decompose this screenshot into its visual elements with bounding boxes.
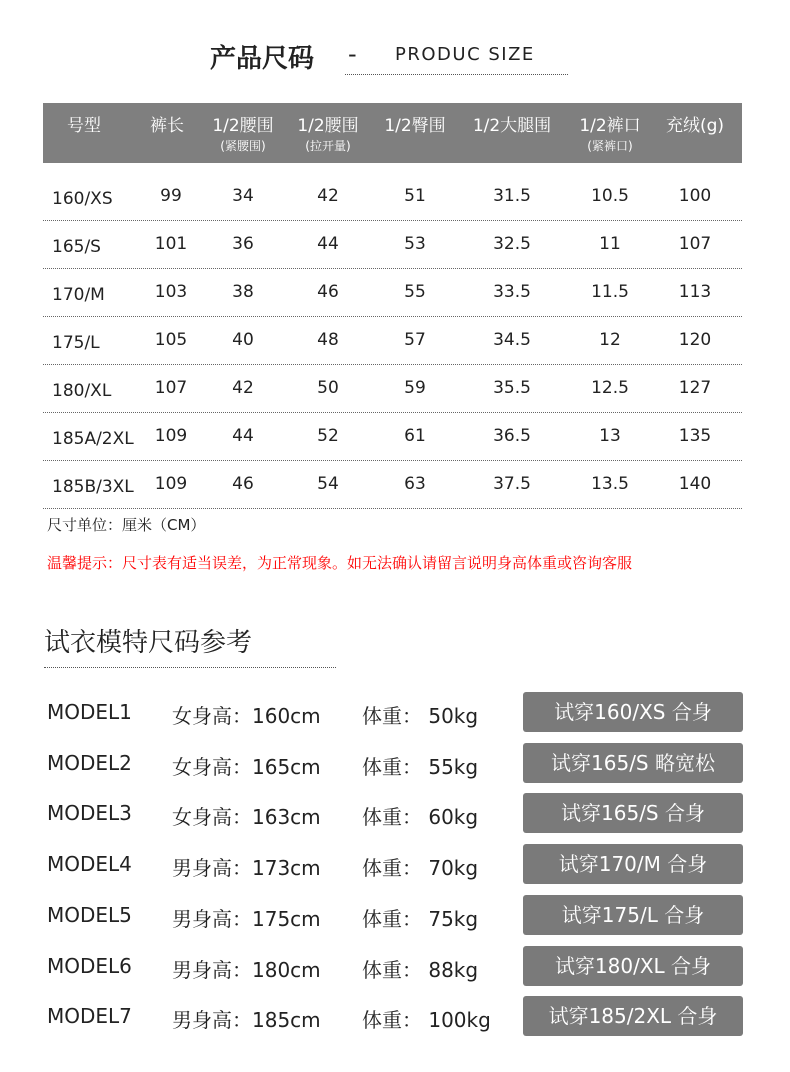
size-label: 170/M [52, 285, 105, 305]
unit-note: 尺寸单位：厘米（CM） [47, 516, 206, 534]
table-cell: 107 [154, 378, 188, 398]
table-cell: 32.5 [493, 234, 531, 254]
model-fit-badge: 试穿185/2XL 合身 [523, 996, 743, 1036]
model-name: MODEL1 [47, 700, 132, 724]
model-height: 女身高：163cm [172, 805, 321, 830]
table-cell: 36.5 [493, 426, 531, 446]
column-header-label: 1/2腰围 [212, 116, 274, 136]
table-cell: 55 [404, 282, 426, 302]
column-header-label: 充绒(g) [665, 116, 725, 136]
title-separator: - [348, 40, 357, 68]
model-height: 男身高：185cm [172, 1008, 321, 1033]
model-height: 男身高：175cm [172, 906, 321, 931]
model-name: MODEL5 [47, 902, 132, 927]
column-header [579, 111, 640, 154]
size-label: 160/XS [52, 189, 113, 209]
column-header-label: 1/2大腿围 [472, 116, 552, 136]
model-fit-badge: 试穿160/XS 合身 [523, 692, 743, 732]
table-cell: 37.5 [493, 474, 531, 494]
table-row [43, 316, 742, 365]
column-header [67, 111, 101, 136]
size-table-header [43, 103, 742, 163]
model-height: 女身高：160cm [172, 704, 321, 728]
column-header-label: 1/2腰围 [297, 116, 359, 136]
model-row [0, 743, 790, 783]
page-title: 产品尺码 [210, 44, 315, 74]
table-cell: 109 [154, 474, 188, 494]
model-height: 男身高：180cm [172, 957, 321, 982]
table-cell: 42 [232, 378, 254, 398]
table-cell: 48 [317, 330, 339, 350]
model-height: 男身高：173cm [172, 856, 321, 881]
table-cell: 57 [404, 330, 426, 350]
table-cell: 44 [232, 426, 254, 446]
model-row [0, 844, 790, 884]
table-cell: 54 [317, 474, 339, 494]
table-cell: 10.5 [591, 186, 629, 206]
table-cell: 50 [317, 378, 339, 398]
table-cell: 107 [678, 234, 712, 254]
table-cell: 135 [678, 426, 712, 446]
table-cell: 61 [404, 426, 426, 446]
model-name: MODEL4 [47, 852, 132, 877]
model-fit-badge: 试穿165/S 合身 [523, 793, 743, 833]
table-cell: 53 [404, 234, 426, 254]
table-cell: 46 [317, 282, 339, 302]
model-weight: 体重： 70kg [362, 856, 479, 881]
table-cell: 109 [154, 426, 188, 446]
divider [44, 667, 336, 668]
column-header-sublabel: (紧裤口) [587, 139, 633, 153]
model-weight: 体重： 100kg [362, 1008, 491, 1033]
model-weight: 体重： 50kg [362, 704, 479, 728]
model-name: MODEL3 [47, 801, 132, 826]
model-height: 女身高：165cm [172, 754, 321, 779]
table-cell: 36 [232, 234, 254, 254]
column-header-label: 裤长 [150, 116, 184, 136]
model-weight: 体重： 60kg [362, 805, 479, 830]
model-fit-badge: 试穿175/L 合身 [523, 895, 743, 935]
model-row [0, 793, 790, 833]
size-label: 180/XL [52, 381, 112, 401]
table-cell: 33.5 [493, 282, 531, 302]
table-row [43, 460, 742, 509]
page-subtitle: PRODUC SIZE [395, 44, 535, 65]
warning-notice: 温馨提示：尺寸表有适当误差，为正常现象。如无法确认请留言说明身高体重或咨询客服 [47, 554, 633, 572]
models-section-title: 试衣模特尺码参考 [44, 628, 253, 658]
table-cell: 99 [160, 186, 182, 206]
table-cell: 11 [599, 234, 621, 254]
table-row [43, 172, 742, 221]
column-header-label: 号型 [67, 116, 101, 136]
table-cell: 12.5 [591, 378, 629, 398]
column-header-label: 1/2裤口 [579, 116, 641, 136]
column-header [384, 111, 445, 136]
model-weight: 体重： 75kg [362, 906, 479, 931]
column-header [666, 111, 724, 136]
table-cell: 59 [404, 378, 426, 398]
table-cell: 13.5 [591, 474, 629, 494]
table-cell: 11.5 [591, 282, 629, 302]
column-header [150, 111, 184, 136]
table-cell: 105 [154, 330, 188, 350]
model-name: MODEL2 [47, 750, 132, 775]
table-cell: 100 [678, 186, 712, 206]
size-label: 185B/3XL [52, 477, 134, 497]
table-row [43, 268, 742, 317]
size-label: 165/S [52, 237, 101, 257]
table-cell: 101 [154, 234, 188, 254]
table-cell: 140 [678, 474, 712, 494]
table-cell: 103 [154, 282, 188, 302]
table-row [43, 220, 742, 269]
table-cell: 42 [317, 186, 339, 206]
table-cell: 113 [678, 282, 712, 302]
model-row [0, 895, 790, 935]
table-cell: 35.5 [493, 378, 531, 398]
column-header-sublabel: (紧腰围) [220, 139, 266, 153]
size-label: 175/L [52, 333, 100, 353]
column-header [297, 111, 358, 154]
size-label: 185A/2XL [52, 429, 134, 449]
table-cell: 120 [678, 330, 712, 350]
table-cell: 31.5 [493, 186, 531, 206]
table-cell: 51 [404, 186, 426, 206]
table-cell: 40 [232, 330, 254, 350]
table-cell: 12 [599, 330, 621, 350]
table-row [43, 412, 742, 461]
table-cell: 13 [599, 426, 621, 446]
model-row [0, 692, 790, 732]
model-name: MODEL7 [47, 1004, 132, 1029]
divider [345, 74, 568, 75]
column-header [473, 111, 551, 136]
table-cell: 34 [232, 186, 254, 206]
model-weight: 体重： 55kg [362, 754, 479, 779]
table-cell: 44 [317, 234, 339, 254]
table-cell: 63 [404, 474, 426, 494]
table-cell: 127 [678, 378, 712, 398]
table-row [43, 364, 742, 413]
model-fit-badge: 试穿165/S 略宽松 [523, 743, 743, 783]
table-cell: 34.5 [493, 330, 531, 350]
model-name: MODEL6 [47, 953, 132, 978]
model-weight: 体重： 88kg [362, 957, 479, 982]
column-header-sublabel: (拉开量) [305, 139, 351, 153]
model-row [0, 996, 790, 1036]
column-header-label: 1/2臀围 [384, 116, 446, 136]
model-row [0, 946, 790, 986]
table-cell: 46 [232, 474, 254, 494]
model-fit-badge: 试穿180/XL 合身 [523, 946, 743, 986]
table-cell: 38 [232, 282, 254, 302]
column-header [212, 111, 273, 154]
table-cell: 52 [317, 426, 339, 446]
model-fit-badge: 试穿170/M 合身 [523, 844, 743, 884]
